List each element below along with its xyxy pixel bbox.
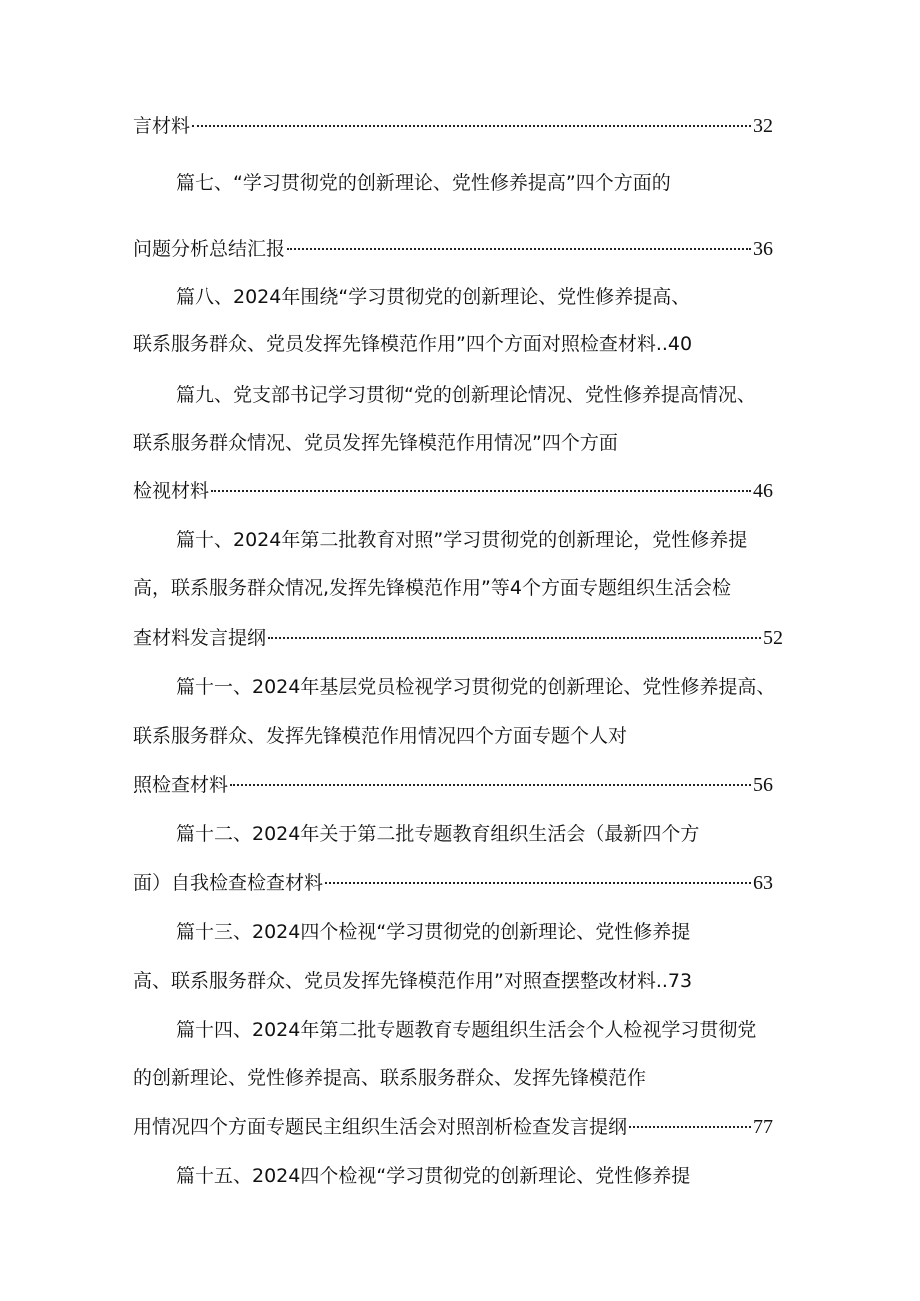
toc-entry-text: 言材料 xyxy=(133,115,191,137)
page-number: 36 xyxy=(753,238,773,260)
toc-entry-7[interactable]: 篇七、“学习贯彻党的创新理论、党性修养提高”四个方面的 xyxy=(176,172,671,194)
toc-entry-10-cont[interactable]: 高，联系服务群众情况,发挥先锋模范作用”等4个方面专题组织生活会检 xyxy=(133,577,731,599)
toc-entry-8-cont[interactable]: 联系服务群众、党员发挥先锋模范作用”四个方面对照检查材料..40 xyxy=(133,333,693,355)
dot-leader xyxy=(268,637,761,639)
toc-entry-10[interactable]: 篇十、2024年第二批教育对照”学习贯彻党的创新理论，党性修养提 xyxy=(176,529,748,551)
toc-entry-text: 面）自我检查检查材料 xyxy=(133,872,324,894)
page-number: 32 xyxy=(753,115,773,137)
toc-entry-6-end[interactable] xyxy=(133,110,773,142)
dot-leader xyxy=(192,125,751,127)
toc-entry-9-end[interactable] xyxy=(133,475,773,507)
toc-entry-11-end[interactable] xyxy=(133,769,773,801)
toc-entry-12-end[interactable] xyxy=(133,867,773,899)
toc-entry-text: 检视材料 xyxy=(133,480,210,502)
dot-leader xyxy=(325,882,751,884)
toc-entry-14-end[interactable] xyxy=(133,1111,773,1143)
toc-entry-8[interactable]: 篇八、2024年围绕“学习贯彻党的创新理论、党性修养提高、 xyxy=(176,286,691,308)
toc-entry-13-cont[interactable]: 高、联系服务群众、党员发挥先锋模范作用”对照查摆整改材料..73 xyxy=(133,970,693,992)
toc-entry-12[interactable]: 篇十二、2024年关于第二批专题教育组织生活会（最新四个方 xyxy=(176,823,700,845)
page-number: 56 xyxy=(753,774,773,796)
toc-entry-11-cont[interactable]: 联系服务群众、发挥先锋模范作用情况四个方面专题个人对 xyxy=(133,725,628,747)
toc-entry-text: 用情况四个方面专题民主组织生活会对照剖析检查发言提纲 xyxy=(133,1116,628,1138)
dot-leader xyxy=(287,248,751,250)
toc-entry-text: 问题分析总结汇报 xyxy=(133,238,286,260)
page-number: 63 xyxy=(753,872,773,894)
page-number: 77 xyxy=(753,1116,773,1138)
toc-entry-13[interactable]: 篇十三、2024四个检视“学习贯彻党的创新理论、党性修养提 xyxy=(176,921,691,943)
toc-entry-text: 照检查材料 xyxy=(133,774,229,796)
toc-entry-7-end[interactable] xyxy=(133,233,773,265)
dot-leader xyxy=(629,1126,751,1128)
toc-entry-15[interactable]: 篇十五、2024四个检视“学习贯彻党的创新理论、党性修养提 xyxy=(176,1165,691,1187)
toc-entry-text: 查材料发言提纲 xyxy=(133,627,267,649)
toc-entry-11[interactable]: 篇十一、2024年基层党员检视学习贯彻党的创新理论、党性修养提高、 xyxy=(176,676,776,698)
toc-entry-9[interactable]: 篇九、党支部书记学习贯彻“党的创新理论情况、党性修养提高情况、 xyxy=(176,384,756,406)
toc-entry-10-end[interactable] xyxy=(133,622,783,654)
page-number: 52 xyxy=(763,627,783,649)
toc-entry-14-cont[interactable]: 的创新理论、党性修养提高、联系服务群众、发挥先锋模范作 xyxy=(133,1067,647,1089)
page-number: 46 xyxy=(753,480,773,502)
toc-entry-9-cont[interactable]: 联系服务群众情况、党员发挥先锋模范作用情况”四个方面 xyxy=(133,432,618,454)
dot-leader xyxy=(230,784,751,786)
toc-entry-14[interactable]: 篇十四、2024年第二批专题教育专题组织生活会个人检视学习贯彻党 xyxy=(176,1019,757,1041)
dot-leader xyxy=(211,490,751,492)
